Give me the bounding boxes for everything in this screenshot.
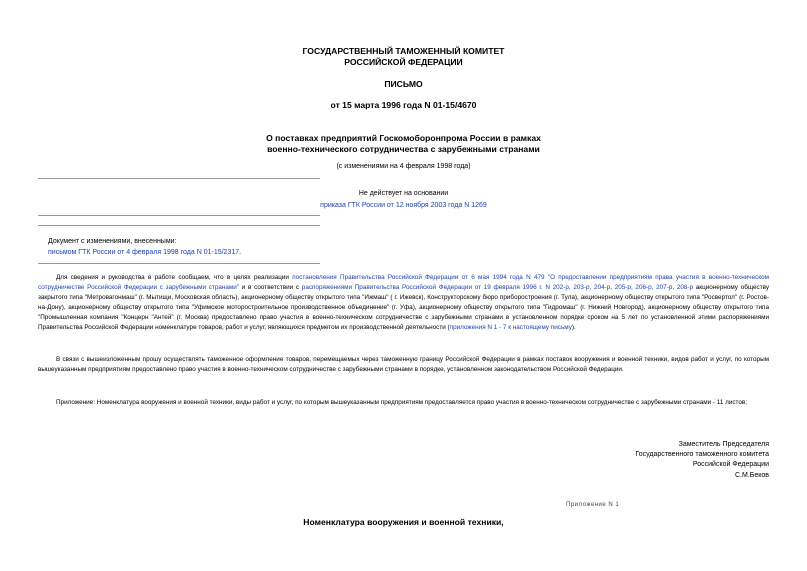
body-paragraph-1 — [38, 273, 769, 332]
revision-label: Документ с изменениями, внесенными: — [48, 238, 177, 245]
appendices-link[interactable]: приложения N 1 - 7 к настоящему письму — [449, 323, 572, 331]
document-title-line1: О поставках предприятий Госкомоборонпрома России в рамках — [266, 133, 541, 143]
status-not-in-force: Не действует на основании — [358, 190, 449, 197]
p1-text-a: Для сведения и руководства в работе сообщаем, что в целях реализации — [56, 274, 293, 281]
org-name-line2: РОССИЙСКОЙ ФЕДЕРАЦИИ — [344, 57, 463, 67]
document-type: ПИСЬМО — [384, 79, 423, 89]
signature-title-line1: Заместитель Председателя — [678, 441, 769, 448]
orders-202-208-link[interactable]: распоряжениями Правительства Российской Федерации от 19 февраля 1996 г. N 202-р, 203-р, 204-р, 205-р, 206-р, 207-р, 208-р — [301, 283, 694, 291]
appendix-label: Приложение N 1 — [566, 502, 620, 508]
p1-text-b: и в соответствии с — [239, 283, 302, 291]
signature-title-line3: Российской Федерации — [692, 461, 769, 469]
signature-name: С.М.Беков — [734, 471, 769, 479]
divider — [38, 215, 320, 216]
revision-tail: . — [239, 249, 242, 256]
p1-text-c: акционерному обществу закрытого типа "Метровагонмаш" (г. Мытищи, Московская область), акционерному обществу открытого типа "Ижмаш" ( г. Ижевск), Конструкторскому бюро приборостроения (г. Тула), акционерному обществу открытого типа "Росвертол" (г. Ростов-на-Дону), акционерному обществу открытого типа "Уфимское моторостроительное производственное объединение" (г. Уфа), акционерному обществу открытого типа "Гидромаш" (г. Нижний Новгород), акционерному обществу открытого типа "Промышленная компания "Концерн "Антей" (г. Москва) предоставлено право участия в военно-техническом сотрудничестве с зарубежными странами в установленном порядке сроком на 5 лет по установленной этими распоряжениями Правительства Российской Федерации номенклатуре товаров, работ и услуг, являющихся предметом их производственной деятельности ( — [38, 283, 770, 331]
body-paragraph-2: В связи с вышеизложенным прошу осуществлять таможенное оформление товаров, перемещаемых через таможенную границу Российской Федерации в рамках поставок вооружения и военной техники, видов работ и услуг, по которым вышеуказанным предприятиям предоставлено право участия в военно-техническом сотрудничестве с зарубежными странами в порядке, установленном законодательством Российской Федерации. — [38, 356, 769, 373]
amendment-note: (с изменениями на 4 февраля 1998 года) — [336, 163, 471, 170]
status-basis-link[interactable]: приказа ГТК России от 12 ноября 2003 года N 1269 — [320, 202, 487, 209]
signature-title-line2: Государственного таможенного комитета — [635, 451, 769, 459]
document-date-number: от 15 марта 1996 года N 01-15/4670 — [330, 100, 477, 110]
p1-text-d: ). — [571, 323, 576, 331]
org-name-line1: ГОСУДАРСТВЕННЫЙ ТАМОЖЕННЫЙ КОМИТЕТ — [302, 46, 505, 56]
signature-block — [635, 440, 769, 481]
divider — [38, 225, 320, 226]
resolution-479-link[interactable]: постановления Правительства Российской Федерации от 6 мая 1994 года N 479 "О предоставлении предприятиям права участия в военно-техническом сотрудничестве Российской Федерации с зарубежными странами" — [38, 274, 769, 291]
body-paragraph-3: Приложение: Номенклатура вооружения и военной техники, виды работ и услуг, по которым вышеуказанным предприятиям предоставляется право участия в военно-техническом сотрудничестве с зарубежными странами - 11 листов; — [56, 399, 748, 406]
revision-link[interactable]: письмом ГТК России от 4 февраля 1998 года N 01-15/2317 — [48, 249, 240, 256]
divider — [38, 263, 320, 264]
divider — [38, 178, 320, 179]
appendix-title: Номенклатура вооружения и военной техники, — [303, 517, 504, 527]
document-title-line2: военно-технического сотрудничества с зарубежными странами — [267, 144, 540, 154]
